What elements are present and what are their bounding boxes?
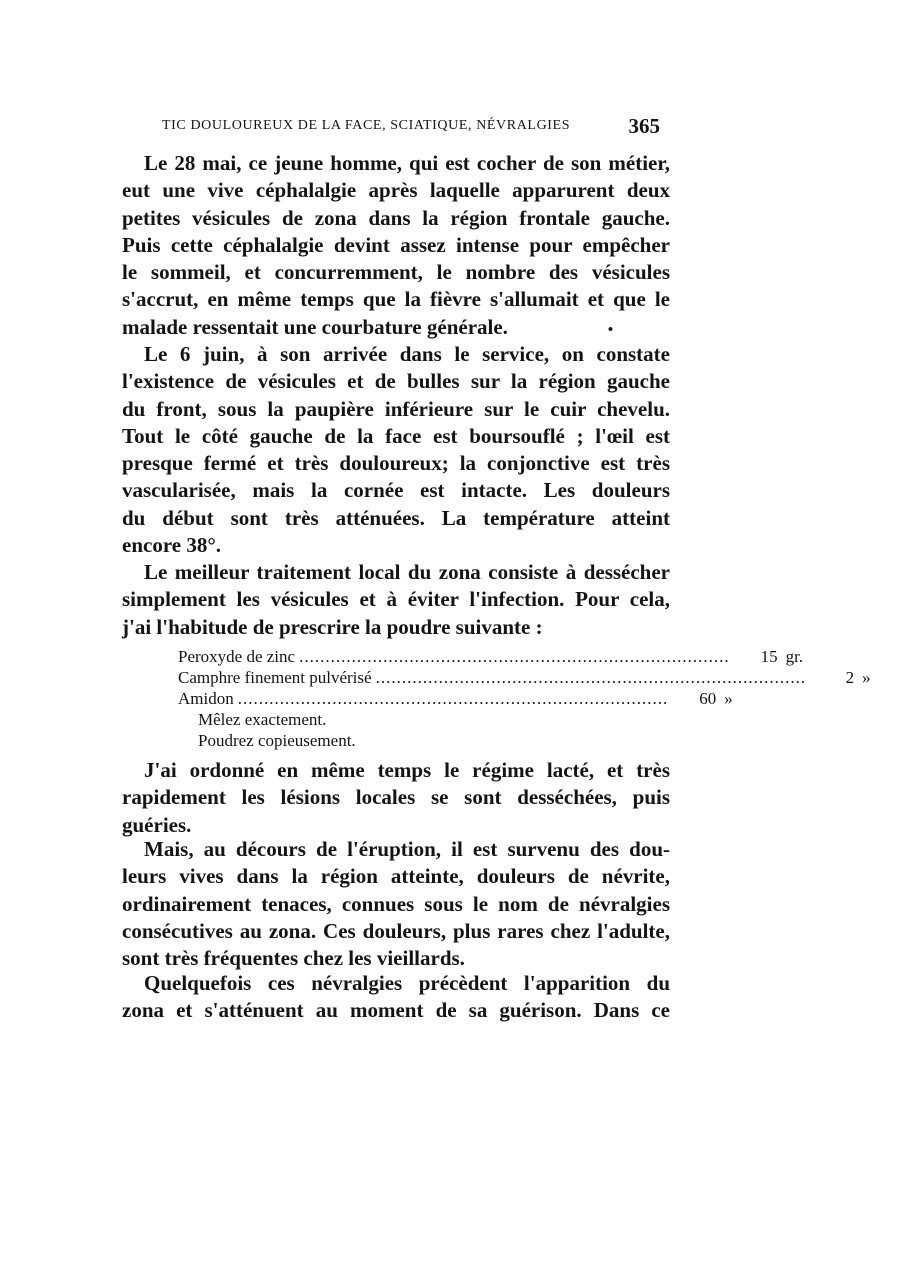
ingredient-name: Amidon (178, 689, 234, 708)
leader-dots: .................................................................................. (375, 668, 807, 687)
text-line: Tout le côté gauche de la face est boursouflé ; l'œil est (122, 423, 670, 448)
page-number: 365 (628, 114, 660, 138)
text-line: guéries. (122, 812, 192, 837)
ingredient-quantity: 15 (760, 647, 778, 666)
text-line-content: malade ressentait une courbature générale. (122, 314, 508, 339)
text-line: ordinairement tenaces, connues sous le nom de névralgies (122, 891, 670, 916)
bullet-mark: • (607, 321, 614, 338)
text-line: le sommeil, et concurremment, le nombre des vésicules (122, 260, 670, 285)
text-line: du début sont très atténuées. La température atteint (122, 505, 670, 530)
ingredient-quantity: 60 (699, 689, 717, 708)
paragraph-outcome (122, 757, 670, 839)
leader-dots: .................................................................................. (237, 689, 669, 708)
text-line: simplement les vésicules et à éviter l'infection. Pour cela, (122, 587, 670, 612)
text-line: rapidement les lésions locales se sont desséchées, puis (122, 785, 670, 810)
formula-row (178, 646, 804, 667)
text-line: j'ai l'habitude de prescrire la poudre suivante : (122, 614, 543, 639)
paragraph-admission (122, 341, 670, 559)
text-line: consécutives au zona. Ces douleurs, plus rares chez l'adulte, (122, 918, 670, 943)
ingredient-unit: » (862, 668, 871, 687)
text-line: Quelquefois ces névralgies précèdent l'apparition du (144, 971, 670, 995)
formula-instruction: Poudrez copieusement. (198, 731, 356, 750)
text-line: J'ai ordonné en même temps le régime lacté, et très (144, 758, 670, 782)
text-line: presque fermé et très douloureux; la conjonctive est très (122, 451, 670, 476)
text-line: encore 38°. (122, 533, 221, 558)
paragraph-precursor (122, 970, 670, 1025)
page-header (162, 114, 660, 142)
text-line: zona et s'atténuent au moment de sa guérison. Dans ce (122, 998, 670, 1023)
ingredient-unit: gr. (785, 647, 804, 666)
text-line: l'existence de vésicules et de bulles sur la région gauche (122, 369, 670, 394)
leader-dots: .................................................................................. (299, 647, 730, 666)
text-line: du front, sous la paupière inférieure sur le cuir chevelu. (122, 396, 670, 421)
running-title: TIC DOULOUREUX DE LA FACE, SCIATIQUE, NÉVRALGIES (162, 118, 571, 133)
text-line: petites vésicules de zona dans la région frontale gauche. (122, 205, 670, 230)
formula-instruction: Mêlez exactement. (198, 710, 327, 729)
text-line: Mais, au décours de l'éruption, il est survenu des dou- (144, 837, 670, 861)
text-line-last (122, 314, 670, 344)
prescription-formula (178, 646, 871, 751)
formula-row (178, 667, 871, 688)
ingredient-quantity: 2 (845, 668, 855, 687)
text-line: s'accrut, en même temps que la fièvre s'allumait et que le (122, 287, 670, 312)
ingredient-unit: » (724, 689, 733, 708)
text-line: eut une vive céphalalgie après laquelle apparurent deux (122, 178, 670, 203)
paragraph-case-onset (122, 150, 670, 344)
text-line: Le meilleur traitement local du zona consiste à dessécher (144, 560, 670, 584)
paragraph-neuralgia (122, 836, 670, 972)
text-line: vascularisée, mais la cornée est intacte. Les douleurs (122, 478, 670, 503)
ingredient-name: Camphre finement pulvérisé (178, 668, 372, 687)
text-line: Le 28 mai, ce jeune homme, qui est cocher de son métier, (144, 151, 670, 175)
text-line: sont très fréquentes chez les vieillards. (122, 946, 465, 971)
paragraph-treatment (122, 559, 670, 641)
text-line: leurs vives dans la région atteinte, douleurs de névrite, (122, 864, 670, 889)
text-line: Puis cette céphalalgie devint assez intense pour empêcher (122, 232, 670, 257)
ingredient-name: Peroxyde de zinc (178, 647, 296, 666)
formula-row (178, 688, 733, 709)
text-line: Le 6 juin, à son arrivée dans le service, on constate (144, 342, 670, 366)
